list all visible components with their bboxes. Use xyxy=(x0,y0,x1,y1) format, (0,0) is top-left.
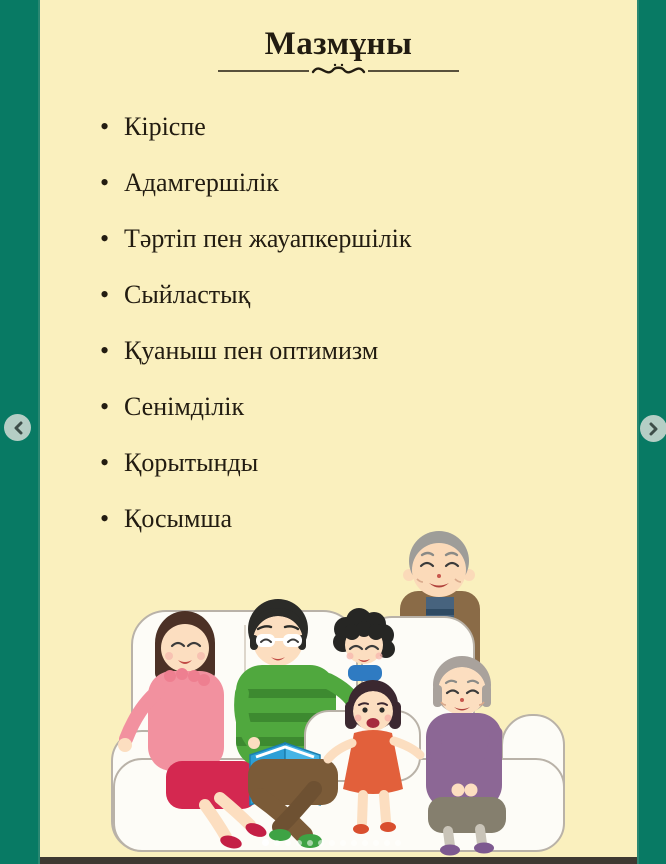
list-item-label: Адамгершілік xyxy=(124,168,279,197)
pagination-dot xyxy=(329,840,335,846)
list-item-label: Кіріспе xyxy=(124,112,206,141)
bullet-icon: • xyxy=(100,448,110,477)
bullet-icon: • xyxy=(100,112,110,141)
list-item-label: Тәртіп пен жауапкершілік xyxy=(124,224,412,253)
pagination-dot xyxy=(395,840,401,846)
chevron-left-icon xyxy=(12,421,24,435)
page-title: Мазмұны xyxy=(264,26,413,62)
chevron-right-icon xyxy=(648,422,660,436)
list-item xyxy=(100,338,412,364)
list-item xyxy=(100,226,412,252)
pagination-dot xyxy=(384,840,390,846)
bullet-icon: • xyxy=(100,280,110,309)
previous-slide-button[interactable] xyxy=(4,414,31,441)
bullet-icon: • xyxy=(100,168,110,197)
pagination-dot xyxy=(318,840,324,846)
list-item-label: Сыйластық xyxy=(124,280,251,309)
list-item xyxy=(100,114,412,140)
next-slide-button[interactable] xyxy=(640,415,666,442)
bullet-icon: • xyxy=(100,224,110,253)
bullet-icon: • xyxy=(100,336,110,365)
pagination-dot xyxy=(307,840,313,846)
pagination-dot xyxy=(351,840,357,846)
pagination-dot xyxy=(274,840,280,846)
title-divider-ornament xyxy=(38,60,639,80)
pagination-dot xyxy=(262,839,269,846)
pagination-dot xyxy=(296,840,302,846)
bullet-icon: • xyxy=(100,504,110,533)
pagination-dot xyxy=(362,840,368,846)
pagination-dots xyxy=(262,839,401,846)
list-item xyxy=(100,394,412,420)
pagination-dot xyxy=(285,840,291,846)
bullet-icon: • xyxy=(100,392,110,421)
list-item-label: Қосымша xyxy=(124,504,233,533)
list-item xyxy=(100,170,412,196)
pagination-dot xyxy=(373,840,379,846)
list-item-label: Қорытынды xyxy=(124,448,259,477)
list-item xyxy=(100,282,412,308)
bottom-bar xyxy=(38,857,666,864)
pagination-dot xyxy=(340,840,346,846)
list-item-label: Қуаныш пен оптимизм xyxy=(124,336,379,365)
list-item xyxy=(100,450,412,476)
family-illustration xyxy=(100,493,570,858)
list-item-label: Сенімділік xyxy=(124,392,245,421)
grandmother-figure xyxy=(426,656,506,856)
